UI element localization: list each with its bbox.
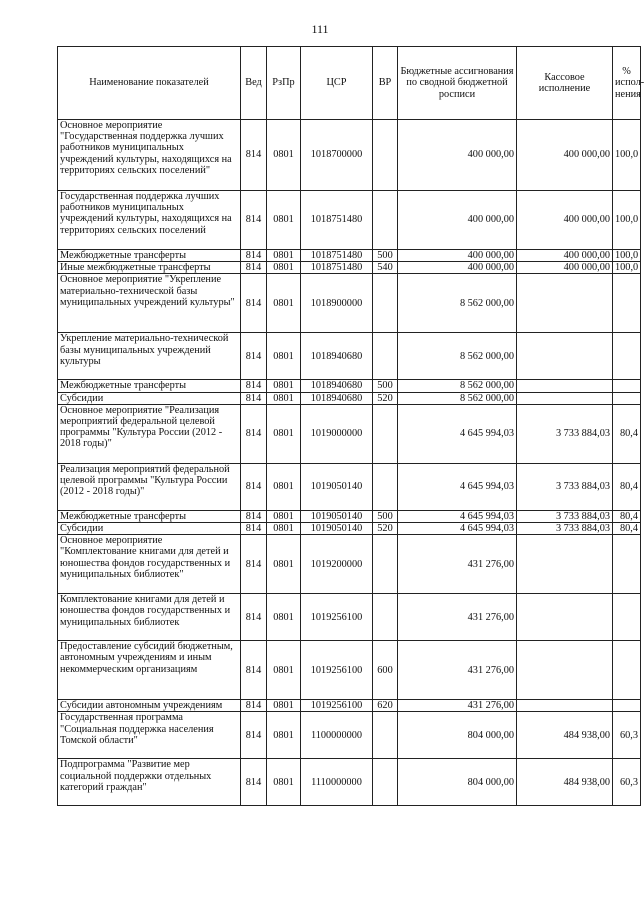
cell-csr: 1019256100 (301, 594, 373, 641)
table-row (58, 700, 641, 712)
cell-vr: 600 (373, 641, 398, 700)
cell-vr (373, 535, 398, 594)
cell-cash: 400 000,00 (517, 262, 613, 274)
cell-assign: 400 000,00 (398, 250, 517, 262)
cell-vr (373, 594, 398, 641)
cell-assign: 8 562 000,00 (398, 274, 517, 333)
header-row (58, 47, 641, 120)
cell-assign: 4 645 994,03 (398, 404, 517, 463)
cell-csr: 1019256100 (301, 700, 373, 712)
cell-rzpr: 0801 (267, 333, 301, 380)
cell-cash: 484 938,00 (517, 759, 613, 806)
cell-pct: 100,0 (613, 120, 641, 191)
cell-assign: 8 562 000,00 (398, 380, 517, 392)
cell-name: Укрепление материально-технической базы муниципальных учреждений культуры (58, 333, 241, 380)
cell-pct: 100,0 (613, 262, 641, 274)
cell-ved: 814 (241, 120, 267, 191)
cell-csr: 1018751480 (301, 262, 373, 274)
cell-csr: 1110000000 (301, 759, 373, 806)
cell-vr: 520 (373, 523, 398, 535)
table-row (58, 712, 641, 759)
cell-ved: 814 (241, 463, 267, 510)
cell-name: Основное мероприятие "Комплектование книгами для детей и юношества фондов государственных и муниципальных библиотек" (58, 535, 241, 594)
table-row (58, 333, 641, 380)
cell-assign: 8 562 000,00 (398, 392, 517, 404)
cell-rzpr: 0801 (267, 250, 301, 262)
cell-ved: 814 (241, 535, 267, 594)
cell-ved: 814 (241, 712, 267, 759)
table-row (58, 523, 641, 535)
table-row (58, 191, 641, 250)
cell-pct: 80,4 (613, 404, 641, 463)
cell-vr: 620 (373, 700, 398, 712)
header-cash: Кассовое исполнение (517, 47, 613, 120)
cell-vr (373, 404, 398, 463)
cell-rzpr: 0801 (267, 392, 301, 404)
cell-vr (373, 463, 398, 510)
cell-csr: 1019050140 (301, 523, 373, 535)
cell-vr (373, 712, 398, 759)
cell-pct (613, 641, 641, 700)
header-rzpr: РзПр (267, 47, 301, 120)
cell-assign: 400 000,00 (398, 262, 517, 274)
header-percent: % испол-нения (613, 47, 641, 120)
header-vr: ВР (373, 47, 398, 120)
cell-pct: 60,3 (613, 759, 641, 806)
cell-pct (613, 700, 641, 712)
cell-rzpr: 0801 (267, 191, 301, 250)
cell-vr (373, 120, 398, 191)
cell-vr (373, 274, 398, 333)
cell-vr (373, 759, 398, 806)
cell-cash (517, 594, 613, 641)
cell-pct: 80,4 (613, 463, 641, 510)
cell-ved: 814 (241, 380, 267, 392)
cell-assign: 431 276,00 (398, 700, 517, 712)
cell-pct (613, 333, 641, 380)
table-row (58, 463, 641, 510)
cell-pct: 100,0 (613, 191, 641, 250)
cell-cash (517, 380, 613, 392)
cell-cash (517, 700, 613, 712)
cell-ved: 814 (241, 262, 267, 274)
table-row (58, 380, 641, 392)
cell-ved: 814 (241, 523, 267, 535)
cell-rzpr: 0801 (267, 712, 301, 759)
cell-csr: 1018940680 (301, 392, 373, 404)
cell-ved: 814 (241, 392, 267, 404)
cell-ved: 814 (241, 759, 267, 806)
cell-csr: 1018900000 (301, 274, 373, 333)
header-ved: Вед (241, 47, 267, 120)
cell-rzpr: 0801 (267, 274, 301, 333)
cell-rzpr: 0801 (267, 120, 301, 191)
cell-pct (613, 535, 641, 594)
cell-cash: 400 000,00 (517, 120, 613, 191)
cell-csr: 1018751480 (301, 191, 373, 250)
cell-cash: 484 938,00 (517, 712, 613, 759)
cell-assign: 804 000,00 (398, 712, 517, 759)
cell-vr: 500 (373, 510, 398, 522)
table-row (58, 262, 641, 274)
page-number: 111 (311, 22, 329, 36)
cell-csr: 1019050140 (301, 510, 373, 522)
header-name: Наименование показателей (58, 47, 241, 120)
cell-name: Основное мероприятие "Укрепление материально-технической базы муниципальных учреждений культуры" (58, 274, 241, 333)
cell-csr: 1019256100 (301, 641, 373, 700)
header-assignments: Бюджетные ассигнования по сводной бюджетной росписи (398, 47, 517, 120)
cell-csr: 1018940680 (301, 333, 373, 380)
cell-ved: 814 (241, 641, 267, 700)
cell-cash (517, 641, 613, 700)
cell-name: Субсидии (58, 392, 241, 404)
cell-csr: 1018700000 (301, 120, 373, 191)
table-row (58, 120, 641, 191)
cell-name: Реализация мероприятий федеральной целевой программы "Культура России (2012 - 2018 годы)" (58, 463, 241, 510)
cell-vr (373, 333, 398, 380)
cell-rzpr: 0801 (267, 404, 301, 463)
cell-assign: 431 276,00 (398, 535, 517, 594)
table-row (58, 641, 641, 700)
cell-pct: 60,3 (613, 712, 641, 759)
cell-rzpr: 0801 (267, 641, 301, 700)
cell-pct: 80,4 (613, 510, 641, 522)
cell-name: Государственная программа "Социальная поддержка населения Томской области" (58, 712, 241, 759)
header-csr: ЦСР (301, 47, 373, 120)
table-row (58, 759, 641, 806)
cell-ved: 814 (241, 250, 267, 262)
cell-name: Межбюджетные трансферты (58, 510, 241, 522)
cell-rzpr: 0801 (267, 510, 301, 522)
cell-pct (613, 380, 641, 392)
cell-ved: 814 (241, 333, 267, 380)
cell-assign: 4 645 994,03 (398, 510, 517, 522)
cell-rzpr: 0801 (267, 759, 301, 806)
table-row (58, 250, 641, 262)
cell-rzpr: 0801 (267, 535, 301, 594)
cell-assign: 4 645 994,03 (398, 523, 517, 535)
cell-rzpr: 0801 (267, 594, 301, 641)
cell-ved: 814 (241, 274, 267, 333)
table-row (58, 510, 641, 522)
cell-cash: 3 733 884,03 (517, 510, 613, 522)
cell-name: Иные межбюджетные трансферты (58, 262, 241, 274)
cell-rzpr: 0801 (267, 262, 301, 274)
cell-cash: 3 733 884,03 (517, 523, 613, 535)
cell-ved: 814 (241, 700, 267, 712)
cell-vr (373, 191, 398, 250)
cell-assign: 400 000,00 (398, 120, 517, 191)
cell-cash (517, 392, 613, 404)
cell-csr: 1018940680 (301, 380, 373, 392)
cell-csr: 1019050140 (301, 463, 373, 510)
cell-assign: 4 645 994,03 (398, 463, 517, 510)
cell-cash (517, 333, 613, 380)
cell-cash (517, 274, 613, 333)
cell-name: Межбюджетные трансферты (58, 250, 241, 262)
cell-name: Предоставление субсидий бюджетным, автономным учреждениям и иным некоммерческим организациям (58, 641, 241, 700)
cell-cash: 400 000,00 (517, 191, 613, 250)
cell-cash: 400 000,00 (517, 250, 613, 262)
cell-ved: 814 (241, 404, 267, 463)
cell-assign: 431 276,00 (398, 594, 517, 641)
cell-cash (517, 535, 613, 594)
table-row (58, 404, 641, 463)
table-row (58, 594, 641, 641)
cell-ved: 814 (241, 191, 267, 250)
cell-vr: 540 (373, 262, 398, 274)
cell-cash: 3 733 884,03 (517, 463, 613, 510)
cell-vr: 500 (373, 250, 398, 262)
cell-name: Субсидии (58, 523, 241, 535)
cell-cash: 3 733 884,03 (517, 404, 613, 463)
cell-pct (613, 594, 641, 641)
cell-name: Основное мероприятие "Реализация мероприятий федеральной целевой программы "Культура России (2012 - 2018 годы)" (58, 404, 241, 463)
cell-csr: 1018751480 (301, 250, 373, 262)
cell-rzpr: 0801 (267, 380, 301, 392)
cell-ved: 814 (241, 510, 267, 522)
cell-csr: 1019200000 (301, 535, 373, 594)
cell-pct: 100,0 (613, 250, 641, 262)
cell-name: Основное мероприятие "Государственная поддержка лучших работников муниципальных учреждений культуры, находящихся на территориях сельских поселений" (58, 120, 241, 191)
cell-rzpr: 0801 (267, 463, 301, 510)
cell-rzpr: 0801 (267, 523, 301, 535)
table-row (58, 274, 641, 333)
cell-name: Межбюджетные трансферты (58, 380, 241, 392)
table-row (58, 535, 641, 594)
cell-pct (613, 392, 641, 404)
cell-assign: 804 000,00 (398, 759, 517, 806)
cell-csr: 1019000000 (301, 404, 373, 463)
cell-name: Подпрограмма "Развитие мер социальной поддержки отдельных категорий граждан" (58, 759, 241, 806)
budget-table (57, 46, 644, 806)
cell-assign: 431 276,00 (398, 641, 517, 700)
cell-name: Комплектование книгами для детей и юношества фондов государственных и муниципальных библиотек (58, 594, 241, 641)
cell-pct (613, 274, 641, 333)
cell-csr: 1100000000 (301, 712, 373, 759)
cell-ved: 814 (241, 594, 267, 641)
cell-assign: 8 562 000,00 (398, 333, 517, 380)
cell-name: Субсидии автономным учреждениям (58, 700, 241, 712)
cell-pct: 80,4 (613, 523, 641, 535)
cell-name: Государственная поддержка лучших работников муниципальных учреждений культуры, находящихся на территориях сельских поселений (58, 191, 241, 250)
cell-rzpr: 0801 (267, 700, 301, 712)
cell-vr: 500 (373, 380, 398, 392)
table-row (58, 392, 641, 404)
cell-assign: 400 000,00 (398, 191, 517, 250)
cell-vr: 520 (373, 392, 398, 404)
